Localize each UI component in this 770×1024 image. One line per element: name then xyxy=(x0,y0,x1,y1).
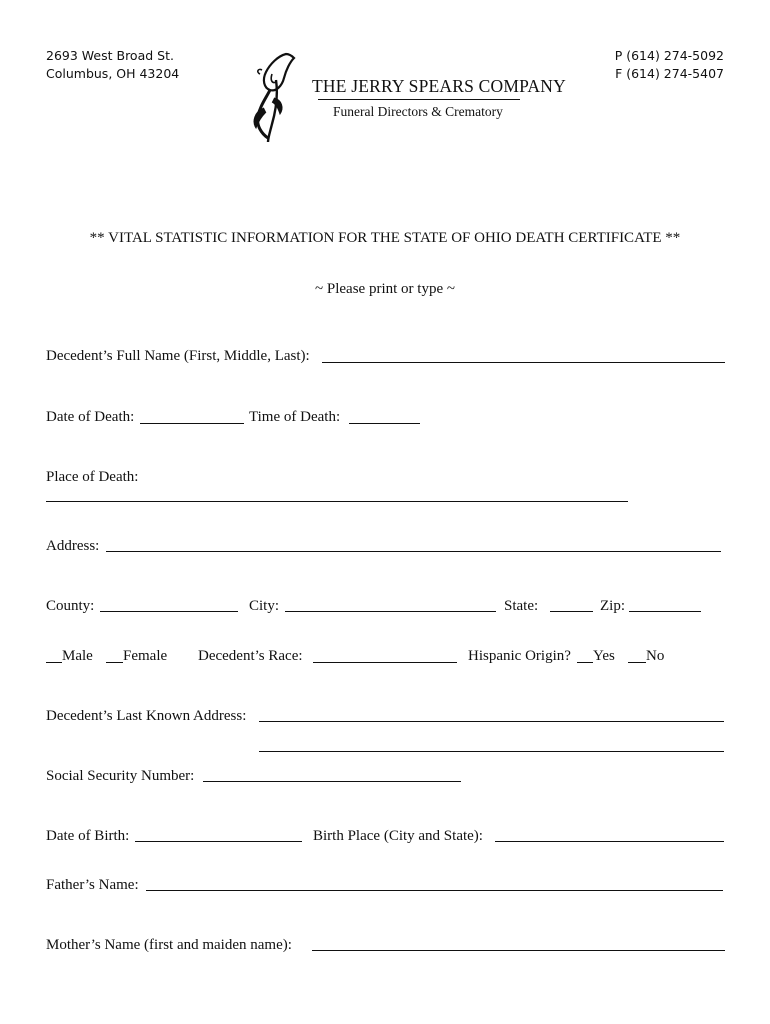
hispanic-yes-checkbox[interactable] xyxy=(577,662,593,663)
full-name-label: Decedent’s Full Name (First, Middle, Last): xyxy=(46,348,310,364)
calla-lily-icon xyxy=(248,50,308,146)
fax-number: F (614) 274-5407 xyxy=(615,66,724,81)
race-field[interactable] xyxy=(313,662,457,663)
hispanic-no-checkbox[interactable] xyxy=(628,662,646,663)
address-line-1: 2693 West Broad St. xyxy=(46,48,174,63)
address-line-2: Columbus, OH 43204 xyxy=(46,66,180,81)
date-of-birth-label: Date of Birth: xyxy=(46,828,130,844)
address-label: Address: xyxy=(46,538,100,554)
date-of-death-field[interactable] xyxy=(140,423,244,424)
race-label: Decedent’s Race: xyxy=(198,648,303,664)
mother-name-label: Mother’s Name (first and maiden name): xyxy=(46,937,292,953)
male-label: Male xyxy=(62,648,93,664)
hispanic-yes-label: Yes xyxy=(593,648,615,664)
full-name-field[interactable] xyxy=(322,362,725,363)
phone-number: P (614) 274-5092 xyxy=(614,48,724,63)
last-known-address-field-2[interactable] xyxy=(259,751,724,752)
female-label: Female xyxy=(123,648,168,664)
logo-divider xyxy=(318,99,520,100)
form-title: ** VITAL STATISTIC INFORMATION FOR THE STATE OF OHIO DEATH CERTIFICATE ** xyxy=(89,230,681,246)
last-known-address-label: Decedent’s Last Known Address: xyxy=(46,708,247,724)
time-of-death-field[interactable] xyxy=(349,423,420,424)
birth-place-label: Birth Place (City and State): xyxy=(313,828,483,844)
time-of-death-label: Time of Death: xyxy=(249,409,341,425)
company-tagline: Funeral Directors & Crematory xyxy=(333,104,503,119)
male-checkbox[interactable] xyxy=(46,662,62,663)
place-of-death-field[interactable] xyxy=(46,501,628,502)
mother-name-field[interactable] xyxy=(312,950,725,951)
county-field[interactable] xyxy=(100,611,238,612)
female-checkbox[interactable] xyxy=(106,662,123,663)
zip-label: Zip: xyxy=(600,598,625,614)
zip-field[interactable] xyxy=(629,611,701,612)
state-field[interactable] xyxy=(550,611,593,612)
city-field[interactable] xyxy=(285,611,496,612)
city-label: City: xyxy=(249,598,280,614)
date-of-birth-field[interactable] xyxy=(135,841,302,842)
date-of-death-label: Date of Death: xyxy=(46,409,135,425)
county-label: County: xyxy=(46,598,95,614)
ssn-field[interactable] xyxy=(203,781,461,782)
birth-place-field[interactable] xyxy=(495,841,724,842)
hispanic-no-label: No xyxy=(646,648,665,664)
company-name: THE JERRY SPEARS COMPANY xyxy=(312,76,566,96)
ssn-label: Social Security Number: xyxy=(46,768,195,784)
father-name-label: Father’s Name: xyxy=(46,877,139,893)
hispanic-label: Hispanic Origin? xyxy=(468,648,571,664)
form-instruction: ~ Please print or type ~ xyxy=(315,281,455,297)
last-known-address-field-1[interactable] xyxy=(259,721,724,722)
father-name-field[interactable] xyxy=(146,890,723,891)
place-of-death-label: Place of Death: xyxy=(46,469,139,485)
address-field[interactable] xyxy=(106,551,721,552)
state-label: State: xyxy=(504,598,539,614)
